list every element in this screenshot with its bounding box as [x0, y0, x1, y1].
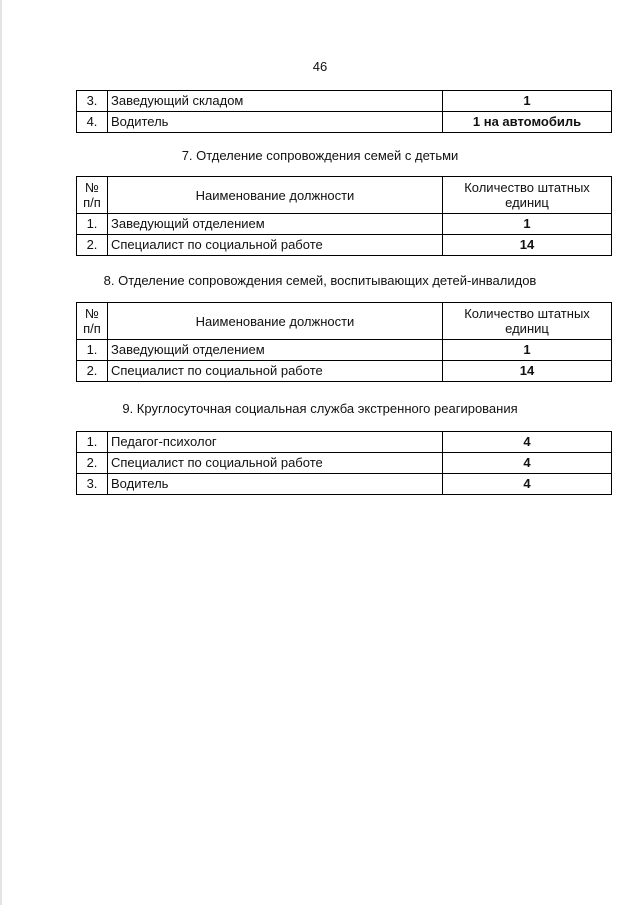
- position-name: Специалист по социальной работе: [108, 361, 443, 382]
- section-9-table: [76, 431, 612, 495]
- header-number: № п/п: [77, 177, 108, 214]
- section-8-table: [76, 302, 612, 382]
- page-edge: [0, 0, 2, 905]
- staff-count: 14: [443, 235, 612, 256]
- table-header-row: [77, 177, 612, 214]
- continued-staff-table: [76, 90, 612, 133]
- table-row: [77, 474, 612, 495]
- row-number: 3.: [77, 474, 108, 495]
- staff-count: 1 на автомобиль: [443, 112, 612, 133]
- table-row: [77, 361, 612, 382]
- table-row: [77, 432, 612, 453]
- section-8-title: 8. Отделение сопровождения семей, воспитывающих детей-инвалидов: [103, 273, 537, 288]
- row-number: 2.: [77, 453, 108, 474]
- header-position-name: Наименование должности: [108, 303, 443, 340]
- position-name: Заведующий отделением: [108, 214, 443, 235]
- row-number: 2.: [77, 235, 108, 256]
- table-row: [77, 453, 612, 474]
- position-name: Заведующий складом: [108, 91, 443, 112]
- header-staff-count: Количество штатных единиц: [443, 177, 612, 214]
- staff-count: 1: [443, 340, 612, 361]
- staff-count: 4: [443, 453, 612, 474]
- position-name: Водитель: [108, 474, 443, 495]
- staff-count: 4: [443, 474, 612, 495]
- row-number: 1.: [77, 340, 108, 361]
- table-header-row: [77, 303, 612, 340]
- section-7-table: [76, 176, 612, 256]
- table-row: [77, 235, 612, 256]
- row-number: 3.: [77, 91, 108, 112]
- header-number: № п/п: [77, 303, 108, 340]
- header-staff-count: Количество штатных единиц: [443, 303, 612, 340]
- table-row: [77, 214, 612, 235]
- section-9-title: 9. Круглосуточная социальная служба экстренного реагирования: [122, 401, 518, 416]
- position-name: Специалист по социальной работе: [108, 235, 443, 256]
- position-name: Специалист по социальной работе: [108, 453, 443, 474]
- staff-count: 1: [443, 91, 612, 112]
- row-number: 2.: [77, 361, 108, 382]
- table-row: [77, 340, 612, 361]
- row-number: 1.: [77, 214, 108, 235]
- staff-count: 4: [443, 432, 612, 453]
- position-name: Педагог-психолог: [108, 432, 443, 453]
- position-name: Водитель: [108, 112, 443, 133]
- row-number: 1.: [77, 432, 108, 453]
- row-number: 4.: [77, 112, 108, 133]
- header-position-name: Наименование должности: [108, 177, 443, 214]
- section-7-title: 7. Отделение сопровождения семей с детьми: [181, 148, 459, 163]
- table-row: [77, 91, 612, 112]
- staff-count: 14: [443, 361, 612, 382]
- staff-count: 1: [443, 214, 612, 235]
- table-row: [77, 112, 612, 133]
- position-name: Заведующий отделением: [108, 340, 443, 361]
- page-number: 46: [312, 59, 328, 74]
